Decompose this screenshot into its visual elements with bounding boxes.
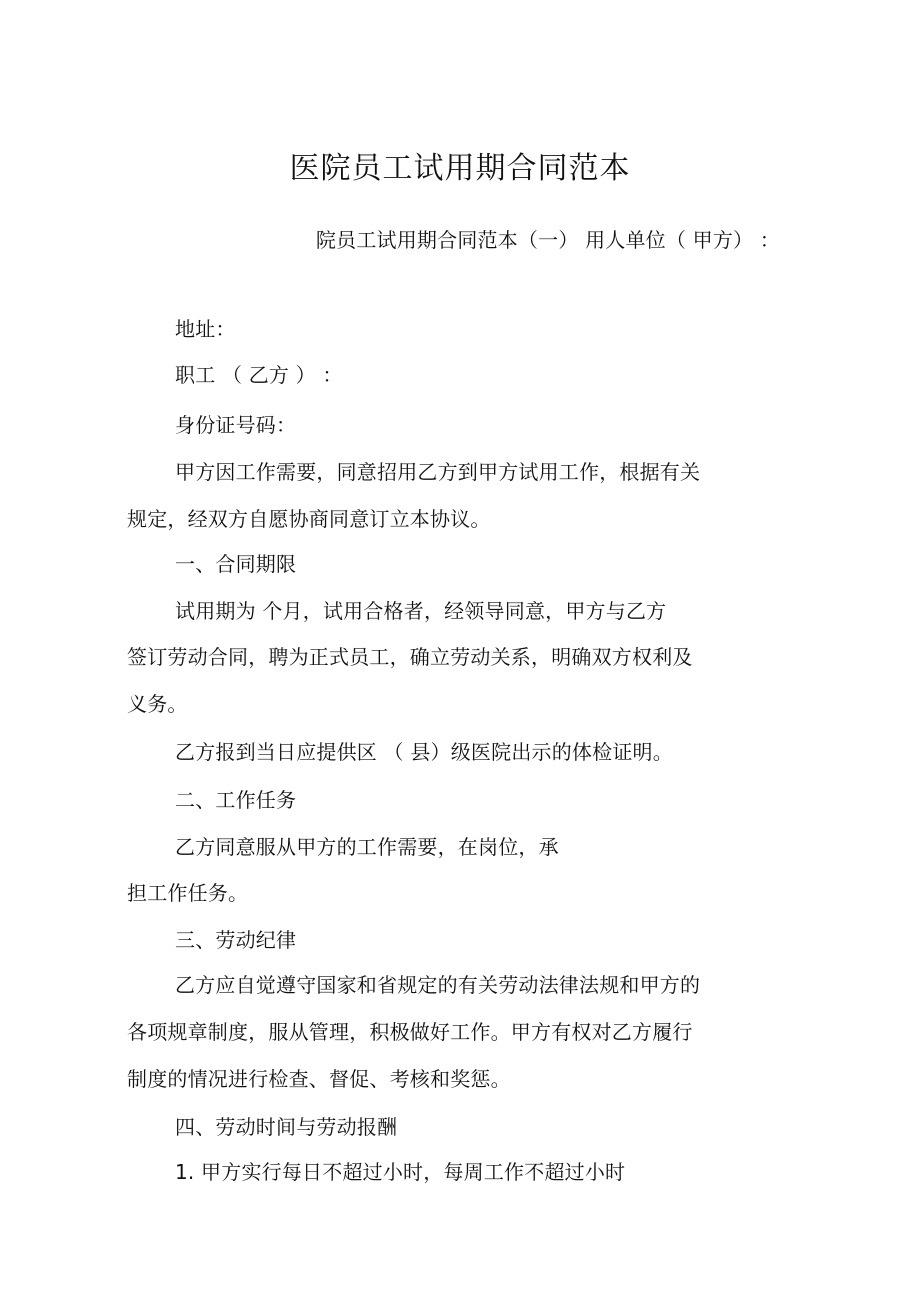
section-3-paragraph-line-3: 制度的情况进行检查、督促、考核和奖惩。 [127, 1067, 511, 1091]
intro-line-1: 甲方因工作需要，同意招用乙方到甲方试用工作，根据有关 [175, 460, 701, 484]
section-1-paragraph-line-3: 义务。 [127, 692, 188, 716]
section-1-paragraph-line-1: 试用期为 个月，试用合格者，经领导同意，甲方与乙方 [175, 599, 667, 623]
section-4-item-1: 1. 甲方实行每日不超过小时，每周工作不超过小时 [175, 1160, 626, 1184]
intro-line-2: 规定，经双方自愿协商同意订立本协议。 [127, 507, 491, 531]
section-2-paragraph-line-2: 担工作任务。 [127, 881, 249, 905]
section-3-heading: 三、劳动纪律 [175, 928, 297, 952]
section-1-paragraph-line-2: 签订劳动合同，聘为正式员工，确立劳动关系，明确双方权利及 [127, 645, 693, 669]
employee-line: 职工 （ 乙方 ） ： [175, 363, 343, 387]
id-number-line: 身份证号码： [175, 413, 297, 437]
section-2-paragraph-line-1: 乙方同意服从甲方的工作需要，在岗位，承 [175, 835, 559, 859]
section-3-paragraph-line-2: 各项规章制度，服从管理，积极做好工作。甲方有权对乙方履行 [127, 1020, 693, 1044]
address-line: 地址： [175, 317, 236, 341]
document-title: 医院员工试用期合同范本 [289, 151, 631, 186]
section-1-paragraph-2: 乙方报到当日应提供区 （ 县）级医院出示的体检证明。 [175, 740, 673, 764]
section-2-heading: 二、工作任务 [175, 788, 297, 812]
section-3-paragraph-line-1: 乙方应自觉遵守国家和省规定的有关劳动法律法规和甲方的 [175, 973, 701, 997]
section-4-heading: 四、劳动时间与劳动报酬 [175, 1115, 398, 1139]
section-1-heading: 一、合同期限 [175, 552, 297, 576]
document-subtitle: 院员工试用期合同范本（一） 用人单位（ 甲方） ： [315, 228, 780, 252]
